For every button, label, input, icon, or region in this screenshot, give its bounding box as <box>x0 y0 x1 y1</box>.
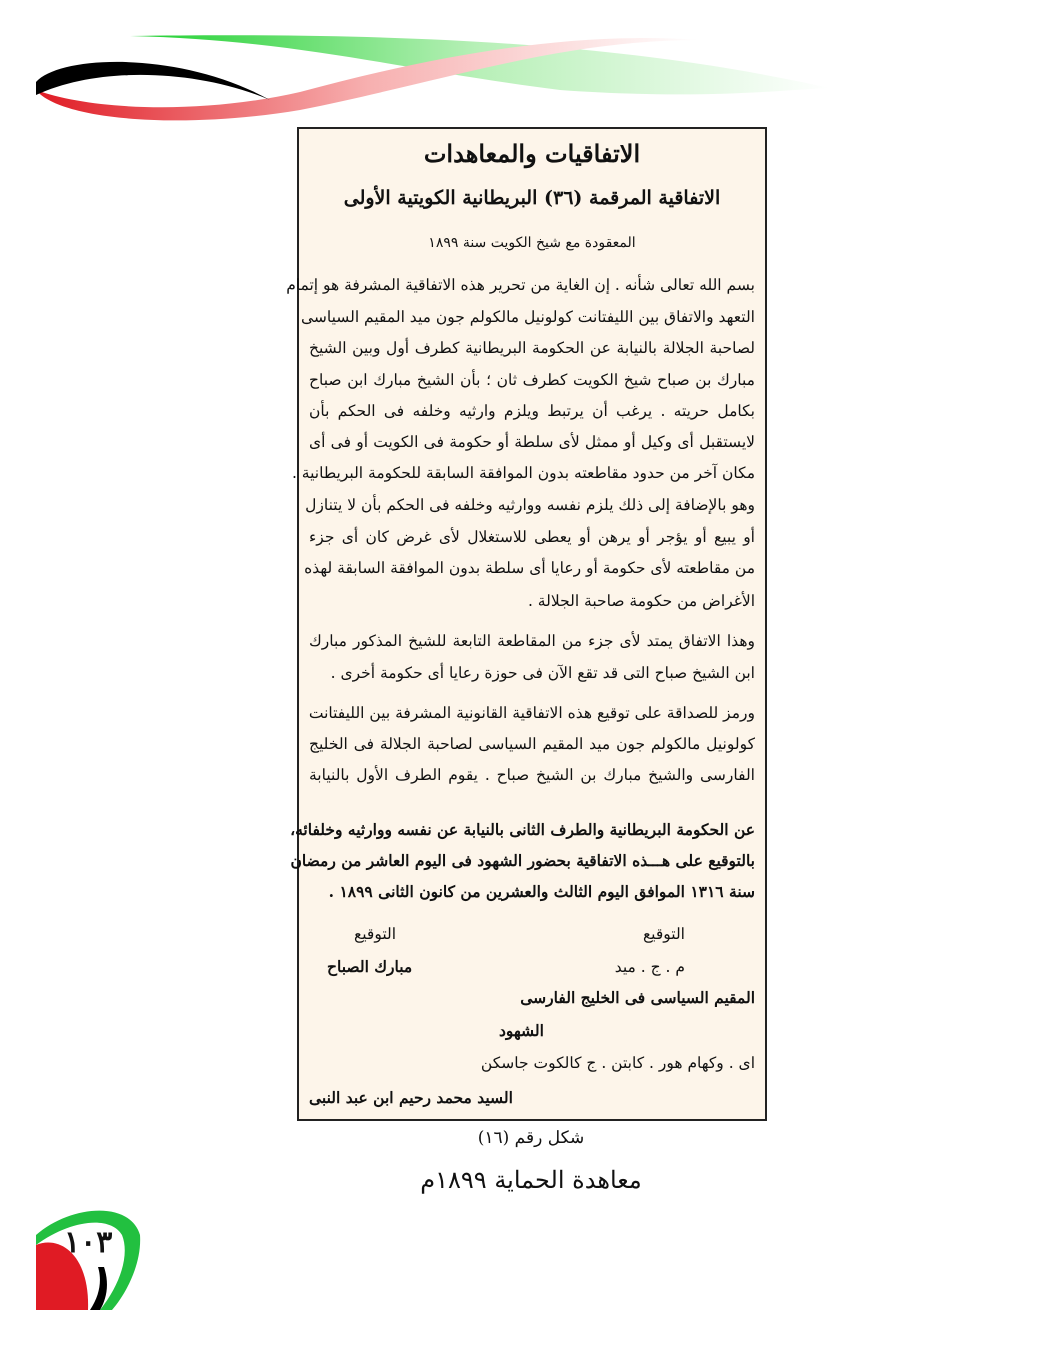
body-line: بكامل حريته . يرغب أن يرتبط ويلزم وارثيه وخلفه فى الحكم بأن <box>309 402 755 420</box>
body-line: ورمز للصداقة على توقيع هذه الاتفاقية القانونية المشرفة بين الليفتانت <box>308 704 755 722</box>
body-line: أو يبيع أو يؤجر أو يرهن أو يعطى للاستغلال لأى غرض كان أى جزء <box>309 528 755 546</box>
body-line: مبارك بن صباح شيخ الكويت كطرف ثان ؛ بأن الشيخ مبارك ابن صباح <box>309 371 755 389</box>
signature-label-right: التوقيع <box>642 925 685 943</box>
page-corner-logo <box>30 1205 150 1315</box>
body-line: بسم الله تعالى شأنه . إن الغاية من تحرير هذه الاتفاقية المشرفة هو إتمام <box>286 276 755 294</box>
figure-title: معاهدة الحماية ١٨٩٩م <box>420 1166 642 1194</box>
page-number: ١٠٣ <box>64 1225 113 1260</box>
body-line: كولونيل مالكولم جون ميد المقيم السياسى لصاحبة الجلالة فى الخليج <box>309 735 755 753</box>
body-line: لايستقبل أى وكيل أو ممثل لأى سلطة أو حكومة فى الكويت أو فى أى <box>309 433 755 451</box>
flag-swoosh-decoration <box>0 0 1062 140</box>
body-line: بالتوقيع على هـــذه الاتفاقية بحضور الشهود فى اليوم العاشر من رمضان <box>290 851 755 870</box>
signature-name-left: مبارك الصباح <box>327 957 413 976</box>
body-line: وهذا الاتفاق يمتد لأى جزء من المقاطعة التابعة للشيخ المذكور مبارك <box>309 632 755 650</box>
body-line: من مقاطعته لأى حكومة أو رعايا أى سلطة بدون الموافقة السابقة لهذه <box>304 559 755 577</box>
witnesses-line-2: السيد محمد رحيم ابن عبد النبى <box>309 1088 513 1107</box>
body-line: سنة ١٣١٦ الموافق اليوم الثالث والعشرين من كانون الثانى ١٨٩٩ . <box>328 882 755 901</box>
signature-label-left: التوقيع <box>354 925 397 943</box>
body-line: الفارسى والشيخ مبارك بن الشيخ صباح . يقوم الطرف الأول بالنيابة <box>309 766 755 784</box>
body-line: التعهد والاتفاق بين الليفتانت كولونيل مالكولم جون ميد المقيم السياسى <box>300 308 755 326</box>
body-line: عن الحكومة البريطانية والطرف الثانى بالنيابة عن نفسه ووارثيه وخلفائه، <box>290 820 755 839</box>
document-header: الاتفاقيات والمعاهدات <box>423 139 641 168</box>
treaty-document-box <box>286 127 767 1121</box>
signature-name-right: م . ج . ميد <box>614 958 685 976</box>
body-line: مكان آخر من حدود مقاطعته بدون الموافقة السابقة للحكومة البريطانية . <box>291 464 755 482</box>
body-line: وهو بالإضافة إلى ذلك يلزم نفسه ووارثيه وخلفه فى الحكم بأن لا يتنازل <box>305 496 755 514</box>
body-line: ابن الشيخ صباح التى قد تقع الآن فى حوزة رعايا أى حكومة أخرى . <box>330 664 755 682</box>
document-subsubtitle: المعقودة مع شيخ الكويت سنة ١٨٩٩ <box>428 235 636 251</box>
body-line: الأغراض من حكومة صاحبة الجلالة . <box>527 592 755 610</box>
figure-caption: شكل رقم (١٦) <box>477 1128 585 1148</box>
body-line: لصاحبة الجلالة بالنيابة عن الحكومة البريطانية كطرف أول وبين الشيخ <box>309 339 755 357</box>
witnesses-line-1: اى . وكهام هور . كابتن . ج كالكوت جاسكن <box>480 1054 755 1072</box>
witnesses-label: الشهود <box>499 1021 544 1040</box>
document-subtitle: الاتفاقية المرقمة (٣٦) البريطانية الكويتية الأولى <box>343 187 721 209</box>
signature-title-right: المقيم السياسى فى الخليج الفارسى <box>520 988 755 1007</box>
